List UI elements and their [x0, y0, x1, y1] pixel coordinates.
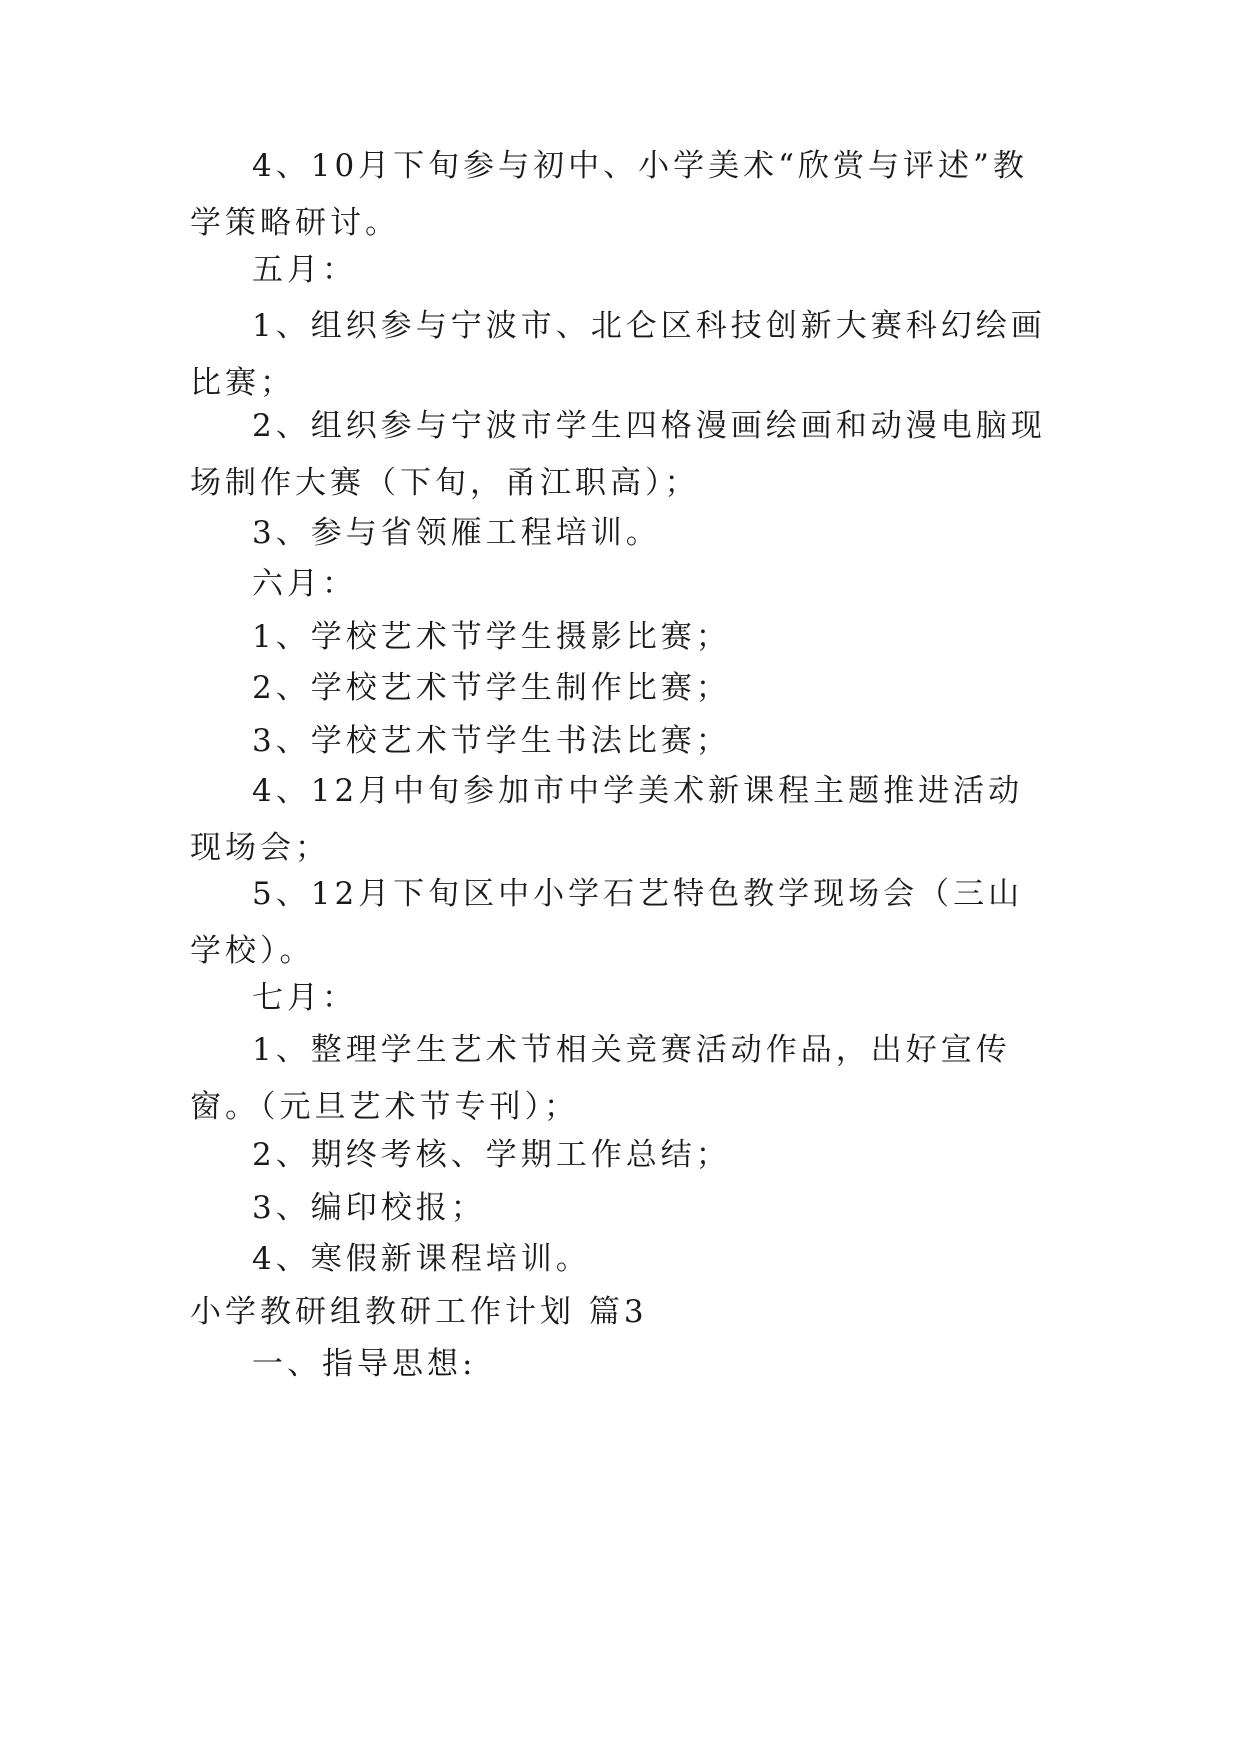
paragraph: 4、10月下旬参与初中、小学美术“欣赏与评述”教学策略研讨。 — [190, 148, 1028, 241]
section-heading: 小学教研组教研工作计划 篇3 — [190, 1294, 648, 1330]
paragraph: 1、学校艺术节学生摄影比赛； — [252, 619, 731, 655]
paragraph: 4、12月中旬参加市中学美术新课程主题推进活动现场会； — [190, 773, 1024, 866]
paragraph: 3、参与省领雁工程培训。 — [252, 515, 661, 551]
month-heading: 七月： — [252, 980, 357, 1016]
month-heading: 五月： — [252, 252, 357, 288]
paragraph: 4、寒假新课程培训。 — [252, 1241, 591, 1277]
month-heading: 六月： — [252, 566, 357, 602]
paragraph: 1、整理学生艺术节相关竞赛活动作品，出好宣传窗。（元旦艺术节专刊）； — [190, 1032, 1011, 1125]
paragraph: 3、编印校报； — [252, 1190, 486, 1226]
paragraph: 2、期终考核、学期工作总结； — [252, 1137, 731, 1173]
paragraph: 2、组织参与宁波市学生四格漫画绘画和动漫电脑现场制作大赛（下旬，甬江职高）； — [190, 408, 1046, 501]
paragraph: 1、组织参与宁波市、北仑区科技创新大赛科幻绘画比赛； — [190, 308, 1046, 401]
paragraph: 2、学校艺术节学生制作比赛； — [252, 670, 731, 706]
paragraph: 3、学校艺术节学生书法比赛； — [252, 723, 731, 759]
paragraph: 5、12月下旬区中小学石艺特色教学现场会（三山学校）。 — [190, 876, 1024, 969]
sub-heading: 一、指导思想: — [252, 1346, 477, 1382]
